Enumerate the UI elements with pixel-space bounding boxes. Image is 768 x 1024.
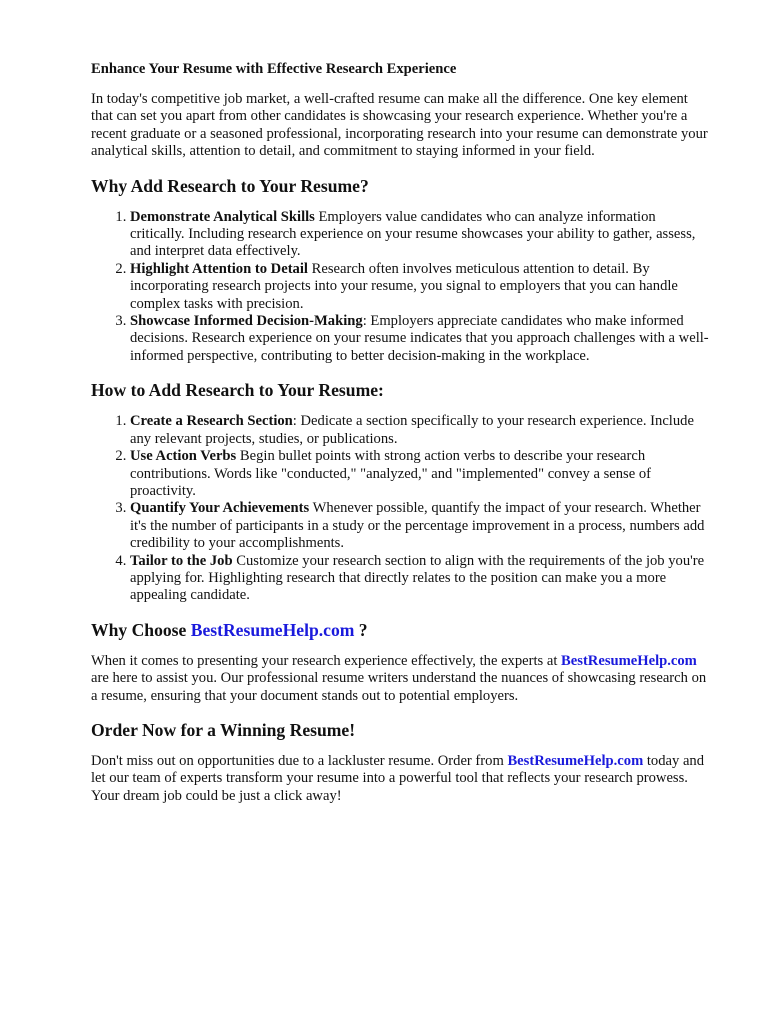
list-item-text: Dedicate a section specifically to your research experience. Include any relevant projects, studies, or publications. (130, 413, 694, 447)
list-item-text: Research often involves meticulous attention to detail. By incorporating research projects into your resume, you signal to employers that you can handle complex tasks with precision. (130, 260, 678, 312)
heading-suffix: ? (354, 619, 368, 640)
list-item-term: Tailor to the Job (130, 552, 233, 569)
bestresumehelp-link[interactable]: BestResumeHelp.com (507, 752, 644, 769)
list-item-term: Showcase Informed Decision-Making (130, 313, 363, 330)
list-item (130, 448, 711, 500)
paragraph-text: are here to assist you. Our professional resume writers understand the nuances of showcasing research on a resume, ensuring that your document stands out to potential employers. (91, 670, 707, 704)
list-item-text: Employers value candidates who can analyze information critically. Including research experience on your resume showcases your ability to gather, assess, and interpret data effectively. (130, 208, 696, 260)
how-to-add-list (91, 413, 711, 604)
section-heading-why-add: Why Add Research to Your Resume? (91, 175, 369, 196)
paragraph-text: today and let our team of experts transform your resume into a powerful tool that reflects your research prowess. Your dream job could be just a click away! (91, 752, 705, 804)
list-item-text: Begin bullet points with strong action verbs to describe your research contributions. Words like "conducted," "analyzed," and "implemented" convey a sense of proactivity. (130, 448, 652, 499)
list-item-term: Create a Research Section (130, 413, 293, 430)
list-item (130, 261, 711, 313)
list-item-term: Highlight Attention to Detail (130, 260, 308, 277)
list-item (130, 553, 711, 605)
list-item-text: Customize your research section to align with the requirements of the job you're applying for. Highlighting research that directly relates to the position can make you a more appealing candidate. (130, 552, 705, 604)
section-heading-order-now: Order Now for a Winning Resume! (91, 719, 356, 740)
intro-paragraph: In today's competitive job market, a well-crafted resume can make all the difference. One key element that can set you apart from other candidates is showcasing your research experience. Whether you're a recent graduate or a seasoned professional, incorporating research into your resume can demonstrate your analytical skills, attention to detail, and commitment to staying informed in your field. (91, 91, 708, 160)
list-item-separator: : (362, 313, 371, 330)
bestresumehelp-link[interactable]: BestResumeHelp.com (190, 619, 355, 640)
paragraph-text: Don't miss out on opportunities due to a lackluster resume. Order from (91, 752, 508, 769)
list-item-term: Use Action Verbs (130, 448, 237, 465)
why-add-list (91, 209, 711, 366)
heading-prefix: Why Choose (91, 619, 191, 640)
bestresumehelp-link[interactable]: BestResumeHelp.com (561, 652, 697, 669)
paragraph-text: When it comes to presenting your research experience effectively, the experts at (91, 652, 562, 669)
list-item-text: Employers appreciate candidates who make informed decisions. Research experience on your resume indicates that you approach challenges with a well-informed perspective, contributing to better decision-making in the workplace. (130, 313, 709, 364)
section-heading-why-choose (91, 619, 711, 641)
list-item-term: Quantify Your Achievements (130, 500, 310, 517)
list-item (130, 209, 711, 261)
list-item (130, 500, 711, 552)
list-item (130, 413, 711, 448)
list-item-separator: : (292, 413, 301, 430)
list-item-term: Demonstrate Analytical Skills (130, 208, 315, 225)
why-choose-paragraph (91, 653, 711, 705)
section-heading-how-to-add: How to Add Research to Your Resume: (91, 380, 384, 401)
document-title: Enhance Your Resume with Effective Research Experience (91, 61, 457, 77)
list-item (130, 313, 711, 365)
order-now-paragraph (91, 753, 711, 805)
list-item-text: Whenever possible, quantify the impact of your research. Whether it's the number of participants in a study or the percentage improvement in a process, numbers add credibility to your accomplishments. (130, 500, 705, 552)
